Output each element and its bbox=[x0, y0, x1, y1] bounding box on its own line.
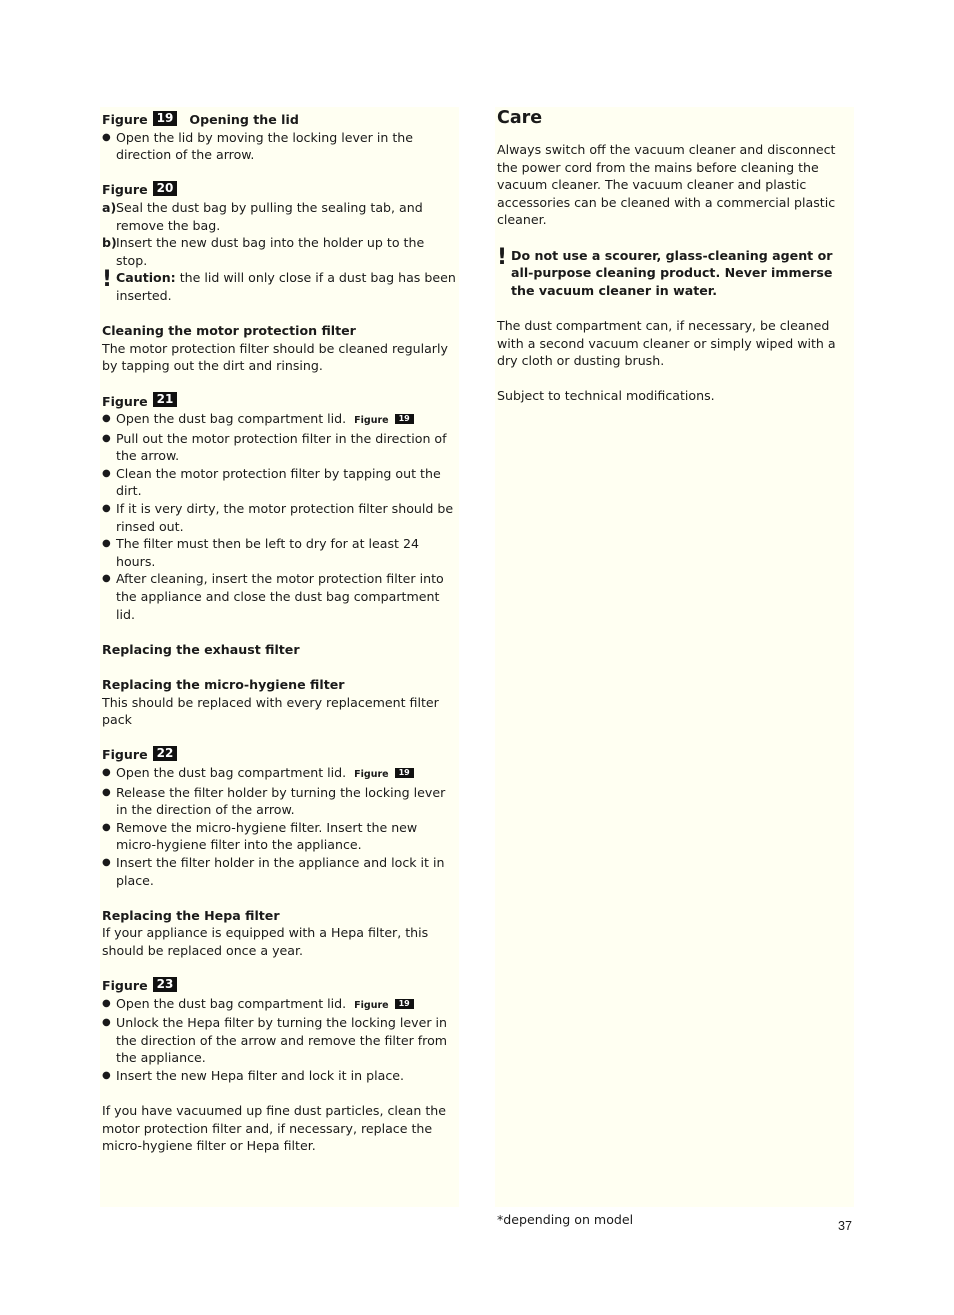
figure-ref-badge: 19 bbox=[395, 414, 414, 424]
list-item: ● Insert the filter holder in the appliance and lock it in place. bbox=[102, 854, 457, 889]
warning-note bbox=[497, 244, 852, 300]
figure-number-badge: 21 bbox=[153, 392, 178, 407]
section-heading: Cleaning the motor protection filter bbox=[102, 323, 356, 339]
step-text: Seal the dust bag by pulling the sealing tab, and remove the bag. bbox=[116, 199, 423, 233]
list-item-text: Open the dust bag compartment lid. bbox=[116, 764, 347, 780]
figure-label: Figure bbox=[102, 393, 148, 409]
paragraph: The motor protection filter should be cleaned regularly by tapping out the dirt and rinsing. bbox=[102, 340, 448, 374]
figure-ref-label: Figure bbox=[354, 415, 389, 427]
step-letter: b) bbox=[102, 235, 117, 251]
footnote: *depending on model bbox=[497, 1212, 634, 1227]
section-heading: Replacing the exhaust filter bbox=[102, 641, 300, 657]
section-title: Care bbox=[497, 108, 543, 128]
list-item: ● After cleaning, insert the motor protection filter into the appliance and close the dust bag compartment lid. bbox=[102, 570, 457, 623]
paragraph: If you have vacuumed up fine dust particles, clean the motor protection filter and, if necessary, replace the micro-hygiene filter or Hepa filter. bbox=[102, 1103, 446, 1154]
section-heading: Replacing the micro-hygiene filter bbox=[102, 677, 345, 692]
figure-23-heading bbox=[102, 977, 457, 995]
list-item bbox=[102, 995, 457, 1015]
figure-number-badge: 20 bbox=[153, 181, 178, 196]
step-a bbox=[102, 199, 457, 234]
list-item: ● Insert the new Hepa filter and lock it in place. bbox=[102, 1067, 457, 1085]
paragraph: Subject to technical modifications. bbox=[497, 388, 715, 404]
figure-ref-label: Figure bbox=[354, 999, 389, 1011]
figure-number-badge: 23 bbox=[153, 977, 178, 992]
figure-label: Figure bbox=[102, 747, 148, 763]
list-item-text: Open the dust bag compartment lid. bbox=[116, 995, 347, 1011]
caution-note bbox=[102, 269, 457, 304]
caution-text: the lid will only close if a dust bag has been inserted. bbox=[116, 270, 456, 303]
list-item: ● If it is very dirty, the motor protection filter should be rinsed out. bbox=[102, 500, 457, 535]
figure-ref-label: Figure bbox=[354, 768, 389, 780]
list-item: ● Pull out the motor protection filter in the direction of the arrow. bbox=[102, 430, 457, 465]
figure-ref-badge: 19 bbox=[395, 999, 414, 1009]
figure-title: Opening the lid bbox=[189, 112, 299, 127]
warning-text: Do not use a scourer, glass-cleaning agent or all-purpose cleaning product. Never immerse the vacuum cleaner in water. bbox=[511, 247, 833, 298]
step-text: Insert the new dust bag into the holder up to the stop. bbox=[116, 235, 425, 268]
caution-label: Caution: bbox=[116, 270, 176, 286]
figure-19-heading bbox=[102, 111, 457, 129]
figure-number-badge: 19 bbox=[153, 111, 178, 126]
list-item: ● Remove the micro-hygiene filter. Insert the new micro-hygiene filter into the appliance. bbox=[102, 819, 457, 854]
step-letter: a) bbox=[102, 199, 117, 215]
section-heading: Replacing the Hepa filter bbox=[102, 907, 280, 923]
list-item: ● Clean the motor protection filter by tapping out the dirt. bbox=[102, 465, 457, 500]
figure-label: Figure bbox=[102, 112, 148, 127]
list-item: ● Release the filter holder by turning the locking lever in the direction of the arrow. bbox=[102, 784, 457, 819]
list-item: ● Open the lid by moving the locking lever in the direction of the arrow. bbox=[102, 129, 457, 164]
figure-ref-badge: 19 bbox=[395, 768, 414, 778]
figure-label: Figure bbox=[102, 978, 148, 994]
list-item: ● Unlock the Hepa filter by turning the locking lever in the direction of the arrow and remove the filter from the appliance. bbox=[102, 1014, 457, 1067]
list-item bbox=[102, 764, 457, 784]
warning-icon: ! bbox=[497, 244, 508, 270]
figure-22-heading bbox=[102, 746, 457, 764]
paragraph: If your appliance is equipped with a Hepa filter, this should be replaced once a year. bbox=[102, 925, 429, 958]
paragraph: Always switch off the vacuum cleaner and disconnect the power cord from the mains before cleaning the vacuum cleaner. The vacuum cleaner and plastic accessories can be cleaned with a commercial plastic cleaner. bbox=[497, 142, 836, 228]
warning-icon: ! bbox=[102, 267, 113, 293]
figure-20-heading bbox=[102, 181, 457, 199]
page-number: 37 bbox=[838, 1219, 853, 1233]
list-item-text: Open the dust bag compartment lid. bbox=[116, 411, 347, 427]
figure-21-heading bbox=[102, 393, 457, 411]
figure-number-badge: 22 bbox=[153, 746, 178, 761]
step-b bbox=[102, 234, 457, 269]
left-column bbox=[100, 107, 459, 1207]
figure-label: Figure bbox=[102, 182, 148, 198]
list-item bbox=[102, 410, 457, 430]
paragraph: This should be replaced with every replacement filter pack bbox=[102, 694, 439, 728]
list-item: ● The filter must then be left to dry for at least 24 hours. bbox=[102, 535, 457, 570]
paragraph: The dust compartment can, if necessary, be cleaned with a second vacuum cleaner or simply wiped with a dry cloth or dusting brush. bbox=[497, 317, 836, 369]
right-column bbox=[495, 107, 854, 1207]
